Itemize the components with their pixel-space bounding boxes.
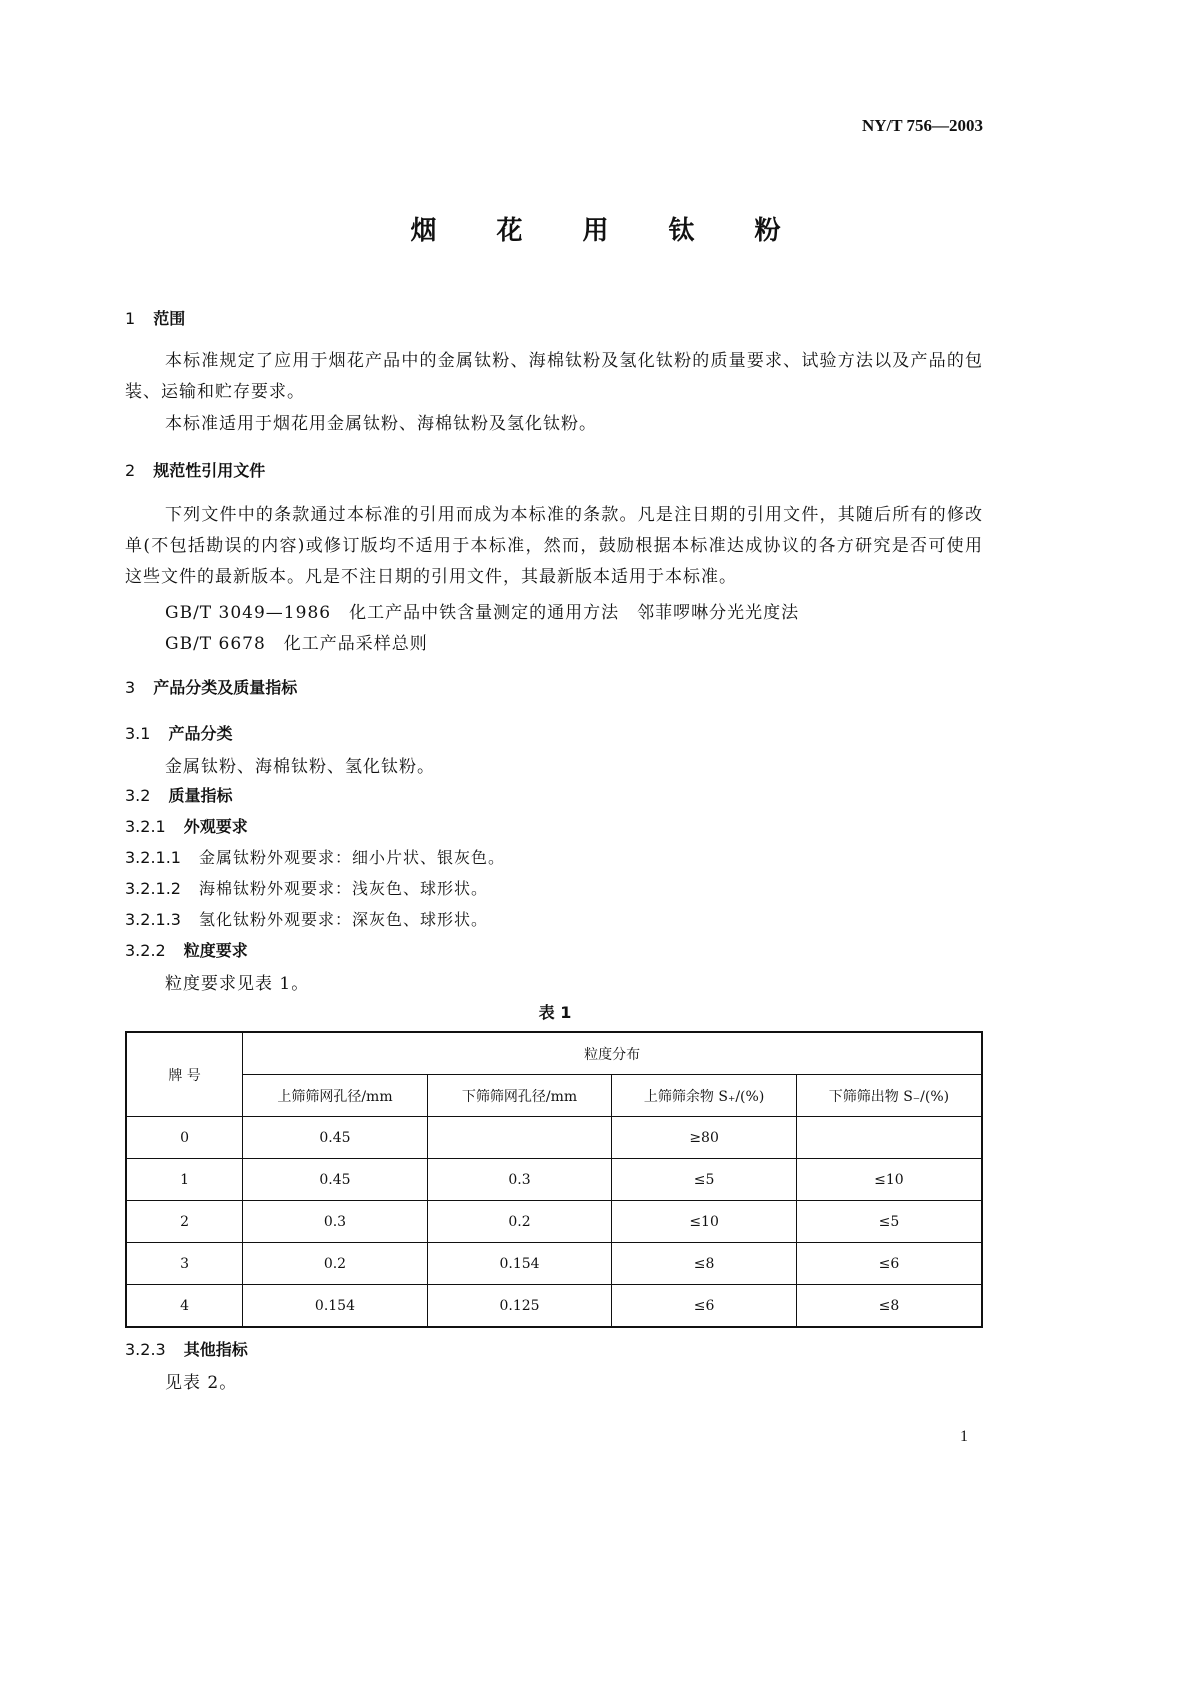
table-cell: 0.2 (243, 1243, 428, 1285)
section-number: 3.2.3 (125, 1340, 166, 1359)
table-cell (796, 1117, 982, 1159)
section-title: 产品分类 (168, 724, 233, 743)
table-row (126, 1243, 982, 1285)
section-title: 其他指标 (183, 1340, 248, 1359)
table-cell: 1 (126, 1159, 243, 1201)
paragraph: 见表 2。 (165, 1373, 238, 1393)
paragraph: 金属钛粉、海棉钛粉、氢化钛粉。 (165, 757, 435, 777)
subsection-heading (125, 783, 232, 806)
table-cell: ≤5 (796, 1201, 982, 1243)
section-number: 3 (125, 678, 136, 697)
column-header: 下筛筛网孔径/mm (427, 1075, 612, 1117)
table-cell: 0.3 (427, 1159, 612, 1201)
table-cell: 3 (126, 1243, 243, 1285)
table-cell: ≤5 (612, 1159, 797, 1201)
section-title: 粒度要求 (183, 941, 248, 960)
column-header: 上筛筛网孔径/mm (243, 1075, 428, 1117)
column-header: 上筛筛余物 S₊/(%) (612, 1075, 797, 1117)
table-caption: 表 1 (538, 1003, 572, 1022)
section-number: 3.2.1.1 (125, 848, 181, 867)
section-number: 3.2.1.2 (125, 879, 181, 898)
table-cell: ≤10 (796, 1159, 982, 1201)
clause-text: 金属钛粉外观要求：细小片状、银灰色。 (198, 848, 505, 867)
clause-text: 氢化钛粉外观要求：深灰色、球形状。 (198, 910, 488, 929)
section-title: 范围 (153, 309, 186, 328)
section-title: 产品分类及质量指标 (153, 678, 298, 697)
clause (125, 876, 488, 899)
subsection-heading (125, 1337, 248, 1360)
section-title: 外观要求 (183, 817, 248, 836)
paragraph: 本标准规定了应用于烟花产品中的金属钛粉、海棉钛粉及氢化钛粉的质量要求、试验方法以及产品的包装、运输和贮存要求。 (125, 351, 983, 402)
section-number: 3.2.2 (125, 941, 166, 960)
table-cell (427, 1117, 612, 1159)
subsection-heading (125, 721, 232, 744)
section-number: 1 (125, 309, 136, 328)
header-group: 粒度分布 (243, 1032, 982, 1075)
table-cell: ≤8 (796, 1285, 982, 1328)
column-header: 下筛筛出物 S₋/(%) (796, 1075, 982, 1117)
clause-text: 海棉钛粉外观要求：浅灰色、球形状。 (198, 879, 488, 898)
page-number: 1 (960, 1428, 968, 1445)
section-title: 规范性引用文件 (153, 461, 266, 480)
header-grade: 牌 号 (126, 1032, 243, 1117)
page-title: 烟花用钛粉 (410, 216, 841, 246)
table-row (126, 1159, 982, 1201)
table-row (126, 1201, 982, 1243)
table-cell: 0 (126, 1117, 243, 1159)
table-cell: ≤10 (612, 1201, 797, 1243)
section-1-heading (125, 306, 185, 329)
section-2-heading (125, 458, 265, 481)
subsection-heading (125, 814, 248, 837)
clause (125, 907, 488, 930)
reference-item: GB/T 3049—1986 化工产品中铁含量测定的通用方法 邻菲啰啉分光光度法 (165, 603, 800, 623)
table-row (126, 1117, 982, 1159)
table-cell: 2 (126, 1201, 243, 1243)
table-row (126, 1285, 982, 1328)
table-cell: 0.45 (243, 1117, 428, 1159)
section-number: 2 (125, 461, 136, 480)
subsection-heading (125, 938, 248, 961)
table-cell: 0.3 (243, 1201, 428, 1243)
table-cell: 0.154 (427, 1243, 612, 1285)
document-code: NY/T 756—2003 (861, 116, 983, 135)
table-cell: ≥80 (612, 1117, 797, 1159)
particle-size-table (125, 1031, 983, 1328)
section-number: 3.2 (125, 786, 151, 805)
paragraph: 本标准适用于烟花用金属钛粉、海棉钛粉及氢化钛粉。 (165, 414, 597, 434)
section-number: 3.2.1.3 (125, 910, 181, 929)
section-number: 3.2.1 (125, 817, 166, 836)
table-cell: ≤6 (796, 1243, 982, 1285)
section-3-heading (125, 675, 297, 698)
section-number: 3.1 (125, 724, 151, 743)
table-cell: 0.125 (427, 1285, 612, 1328)
table-cell: 0.2 (427, 1201, 612, 1243)
reference-item: GB/T 6678 化工产品采样总则 (165, 634, 428, 654)
table-cell: 4 (126, 1285, 243, 1328)
table-cell: 0.45 (243, 1159, 428, 1201)
table-cell: ≤8 (612, 1243, 797, 1285)
paragraph: 下列文件中的条款通过本标准的引用而成为本标准的条款。凡是注日期的引用文件，其随后所有的修改单(不包括勘误的内容)或修订版均不适用于本标准，然而，鼓励根据本标准达成协议的各方研究是否可使用这些文件的最新版本。凡是不注日期的引用文件，其最新版本适用于本标准。 (125, 505, 983, 587)
clause (125, 845, 505, 868)
paragraph: 粒度要求见表 1。 (165, 974, 310, 994)
section-title: 质量指标 (168, 786, 233, 805)
table-cell: ≤6 (612, 1285, 797, 1328)
table-cell: 0.154 (243, 1285, 428, 1328)
